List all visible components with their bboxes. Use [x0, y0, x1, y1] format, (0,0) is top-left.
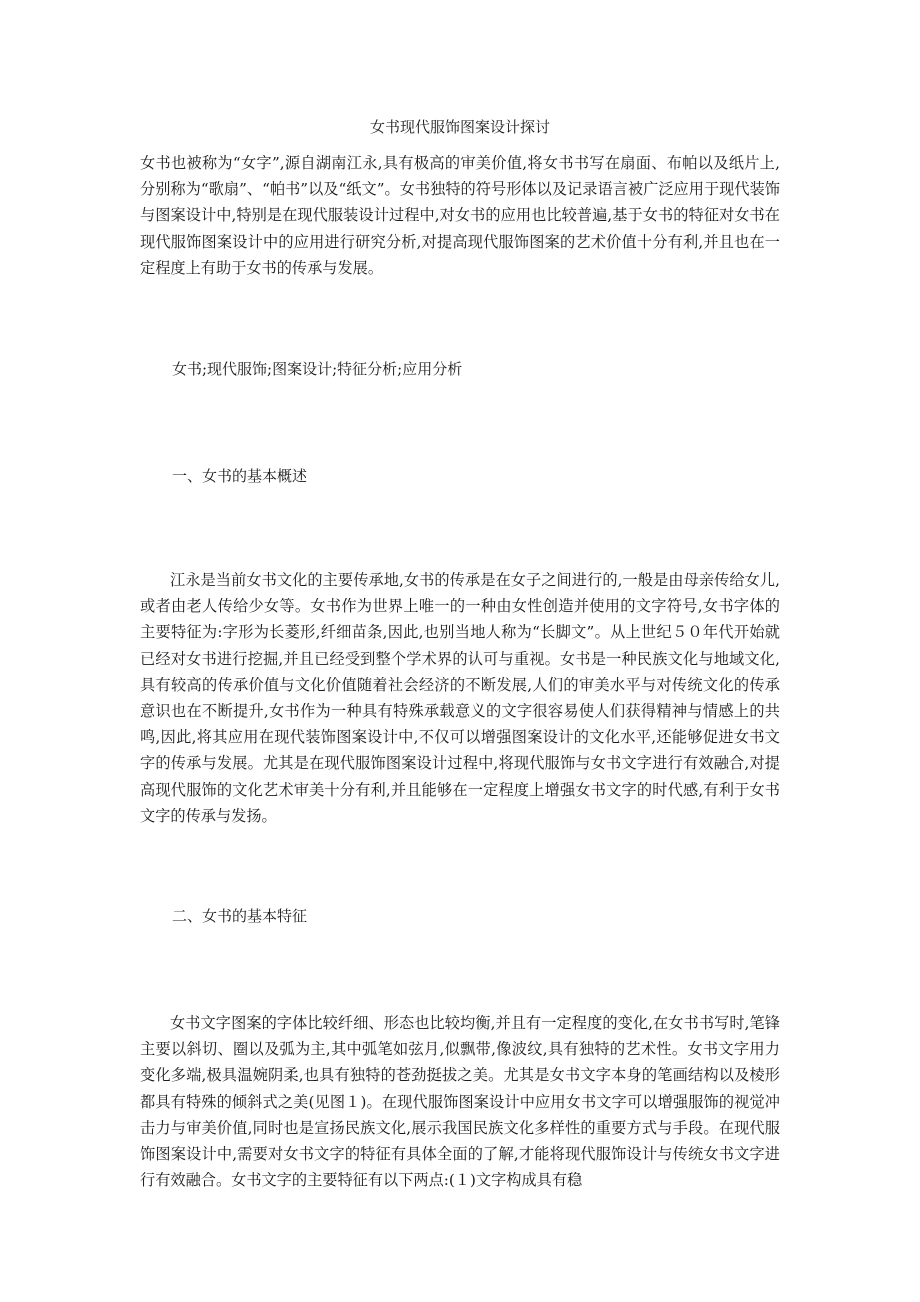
section-2-paragraph: 女书文字图案的字体比较纤细、形态也比较均衡,并且有一定程度的变化,在女书书写时,笔锋主要以斜切、圈以及弧为主,其中弧笔如弦月,似飘带,像波纹,具有独特的艺术性。女书文字用力变化多端,极具温婉阴柔,也具有独特的苍劲挺拔之美。尤其是女书文字本身的笔画结构以及棱形都具有特殊的倾斜式之美(见图１)。在现代服饰图案设计中应用女书文字可以增强服饰的视觉冲击力与审美价值,同时也是宣扬民族文化,展示我国民族文化多样性的重要方式与手段。在现代服饰图案设计中,需要对女书文字的特征有具体全面的了解,才能将现代服饰设计与传统女书文字进行有效融合。女书文字的主要特征有以下两点:(１)文字构成具有稳: [140, 1014, 780, 1190]
document-title: 女书现代服饰图案设计探讨: [369, 118, 550, 136]
section-2-heading: 二、女书的基本特征: [172, 907, 308, 925]
section-1-paragraph: 江永是当前女书文化的主要传承地,女书的传承是在女子之间进行的,一般是由母亲传给女儿,或者由老人传给少女等。女书作为世界上唯一的一种由女性创造并使用的文字符号,女书字体的主要特征为:字形为长菱形,纤细苗条,因此,也别当地人称为“长脚文”。从上世纪５０年代开始就已经对女书进行挖掘,并且已经受到整个学术界的认可与重视。女书是一种民族文化与地域文化,具有较高的传承价值与文化价值随着社会经济的不断发展,人们的审美水平与对传统文化的传承意识也在不断提升,女书作为一种具有特殊承载意义的文字很容易使人们获得精神与情感上的共鸣,因此,将其应用在现代装饰图案设计中,不仅可以增强图案设计的文化水平,还能够促进女书文字的传承与发展。尤其是在现代服饰图案设计过程中,将现代服饰与女书文字进行有效融合,对提高现代服饰的文化艺术审美十分有利,并且能够在一定程度上增强女书文字的时代感,有利于女书文字的传承与发扬。: [140, 571, 780, 825]
section-1-heading: 一、女书的基本概述: [172, 467, 308, 485]
abstract-paragraph: 女书也被称为“女字”,源自湖南江永,具有极高的审美价值,将女书书写在扇面、布帕以及纸片上,分别称为“歌扇”、“帕书”以及“纸文”。女书独特的符号形体以及记录语言被广泛应用于现代装饰与图案设计中,特别是在现代服装设计过程中,对女书的应用也比较普遍,基于女书的特征对女书在现代服饰图案设计中的应用进行研究分析,对提高现代服饰图案的艺术价值十分有利,并且也在一定程度上有助于女书的传承与发展。: [140, 154, 780, 277]
keywords-line: 女书;现代服饰;图案设计;特征分析;应用分析: [172, 360, 463, 378]
